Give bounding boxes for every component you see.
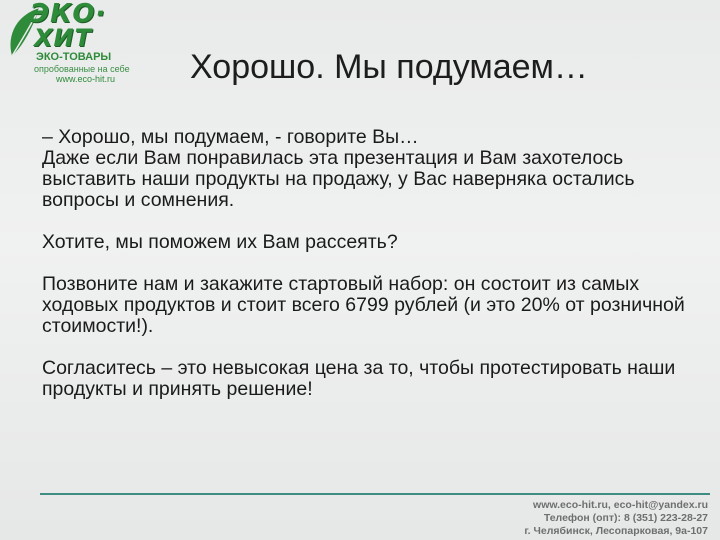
logo-subtagline: опробованные на себе [34, 64, 130, 74]
paragraph-2: Даже если Вам понравилась эта презентация и Вам захотелось выставить наши продукты на продажу, у Вас наверняка остались вопросы и сомнения. [42, 147, 635, 211]
company-logo [0, 0, 160, 90]
footer-address: г. Челябинск, Лесопарковая, 9а-107 [524, 525, 708, 537]
logo-line-1: ЭКО· [30, 0, 107, 29]
paragraph-3: Хотите, мы поможем их Вам рассеять? [42, 231, 398, 253]
logo-url: www.eco-hit.ru [56, 74, 116, 84]
logo-line-2: ХИТ [34, 24, 92, 52]
footer-contacts [524, 499, 708, 538]
logo-tagline: ЭКО-ТОВАРЫ [36, 51, 112, 63]
footer-divider [40, 493, 710, 495]
footer-web-email[interactable]: www.eco-hit.ru, eco-hit@yandex.ru [533, 499, 708, 511]
footer-phone: Телефон (опт): 8 (351) 223-28-27 [543, 512, 708, 524]
paragraph-4: Позвоните нам и закажите стартовый набор: он состоит из самых ходовых продуктов и стоит всего 6799 рублей (и это 20% от розничной стоимости!). [42, 273, 685, 337]
slide-title: Хорошо. Мы подумаем… [190, 48, 588, 86]
paragraph-1: – Хорошо, мы подумаем, - говорите Вы… [42, 126, 419, 148]
paragraph-5: Согласитесь – это невысокая цена за то, чтобы протестировать наши продукты и принять решение! [42, 357, 676, 400]
logo-wordmark [30, 2, 106, 50]
slide-body [42, 127, 692, 400]
